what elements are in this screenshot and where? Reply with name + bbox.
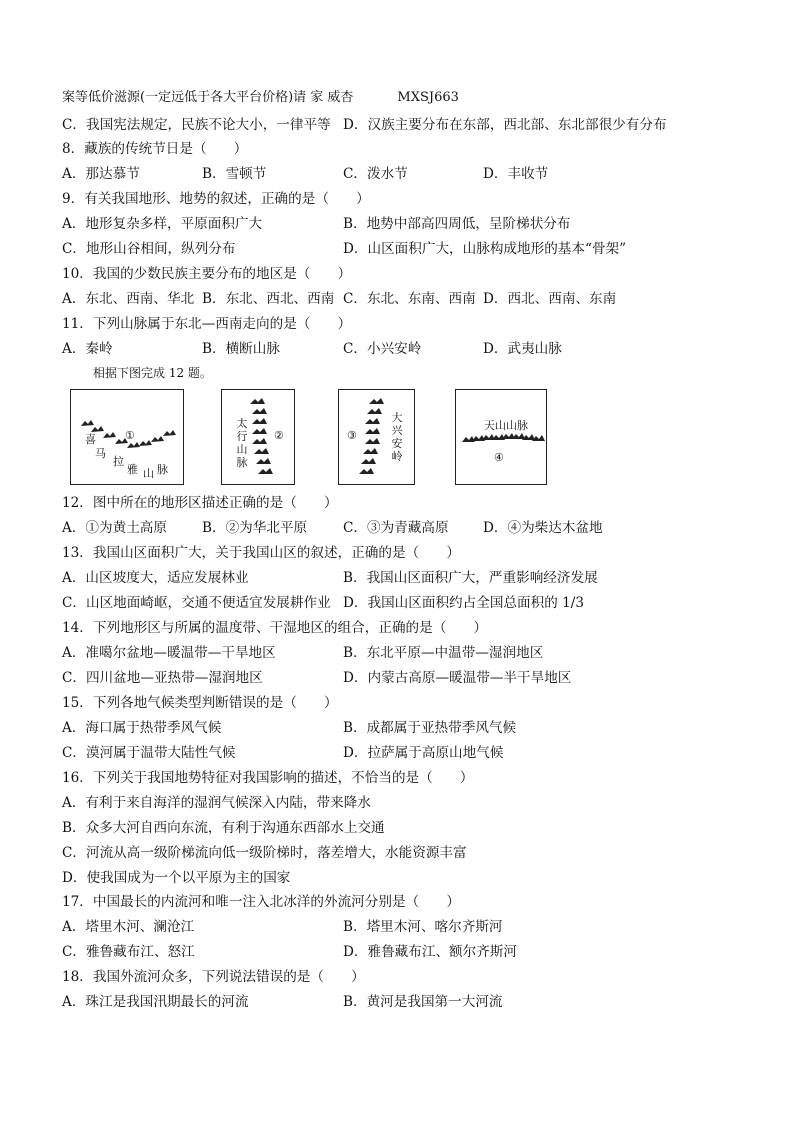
q15-option-a: A．海口属于热带季风气候 bbox=[62, 720, 222, 736]
q16-option-b: B．众多大河自西向东流，有利于沟通东西部水上交通 bbox=[62, 820, 385, 836]
q10-stem: 10．我国的少数民族主要分布的地区是（ ） bbox=[62, 266, 352, 282]
q11-option-c: C．小兴安岭 bbox=[343, 341, 422, 357]
q13-option-c: C．山区地面崎岖，交通不便适宜发展耕作业 bbox=[62, 595, 331, 611]
q7-option-c: C．我国宪法规定，民族不论大小，一律平等 bbox=[62, 117, 331, 133]
map-1-label-char: 拉 bbox=[113, 455, 124, 468]
q16-stem: 16．下列关于我国地势特征对我国影响的描述，不恰当的是（ ） bbox=[62, 770, 474, 786]
q17-option-b: B．塔里木河、喀尔齐斯河 bbox=[343, 919, 503, 935]
q8-option-c: C．泼水节 bbox=[343, 166, 408, 182]
q15-option-b: B．成都属于亚热带季风气候 bbox=[343, 720, 517, 736]
q10-option-c: C．东北、东南、西南 bbox=[343, 291, 476, 307]
q16-option-c: C．河流从高一级阶梯流向低一级阶梯时，落差增大，水能资源丰富 bbox=[62, 845, 467, 861]
map-2-label-char: 太 bbox=[236, 417, 248, 430]
map-2-label-char: 脉 bbox=[236, 456, 248, 469]
map-1-label-char: 山 bbox=[143, 467, 154, 480]
q12-stem: 12．图中所在的地形区描述正确的是（ ） bbox=[62, 495, 338, 511]
map-1-label-char: 脉 bbox=[157, 463, 168, 476]
map-3-label-char: 兴 bbox=[391, 424, 403, 437]
map-2-taihang bbox=[221, 389, 295, 485]
q13-option-b: B．我国山区面积广大，严重影响经济发展 bbox=[343, 570, 598, 586]
q9-option-d: D．山区面积广大，山脉构成地形的基本“骨架” bbox=[343, 241, 627, 257]
q13-option-a: A．山区坡度大，适应发展林业 bbox=[62, 570, 249, 586]
q8-option-d: D．丰收节 bbox=[483, 166, 549, 182]
page-header bbox=[62, 88, 459, 108]
q11-option-a: A．秦岭 bbox=[62, 341, 113, 357]
q9-stem: 9．有关我国地形、地势的叙述，正确的是（ ） bbox=[62, 191, 370, 207]
q18-stem: 18．我国外流河众多，下列说法错误的是（ ） bbox=[62, 969, 365, 985]
q14-stem: 14．下列地形区与所属的温度带、干湿地区的组合，正确的是（ ） bbox=[62, 620, 488, 636]
q13-stem: 13．我国山区面积广大，关于我国山区的叙述，正确的是（ ） bbox=[62, 545, 460, 561]
q14-option-c: C．四川盆地—亚热带—湿润地区 bbox=[62, 670, 263, 686]
q18-option-b: B．黄河是我国第一大河流 bbox=[343, 994, 503, 1010]
map-2-number: ② bbox=[274, 429, 284, 442]
map-1-number: ① bbox=[125, 429, 135, 442]
q18-option-a: A．珠江是我国汛期最长的河流 bbox=[62, 994, 249, 1010]
q14-option-a: A．准噶尔盆地—暖温带—干旱地区 bbox=[62, 645, 276, 661]
q10-option-b: B．东北、西北、西南 bbox=[202, 291, 335, 307]
map-1-label-char: 喜 bbox=[85, 433, 96, 446]
q11-option-b: B．横断山脉 bbox=[202, 341, 280, 357]
q11-stem: 11．下列山脉属于东北—西南走向的是（ ） bbox=[62, 316, 352, 332]
map-2-label-char: 行 bbox=[236, 430, 248, 443]
q10-option-a: A．东北、西南、华北 bbox=[62, 291, 195, 307]
map-3-label-char: 岭 bbox=[391, 450, 403, 463]
q17-option-d: D．雅鲁藏布江、额尔齐斯河 bbox=[343, 944, 518, 960]
map-3-label-char: 大 bbox=[391, 411, 403, 424]
q14-option-d: D．内蒙古高原—暖温带—半干旱地区 bbox=[343, 670, 572, 686]
q11-option-d: D．武夷山脉 bbox=[483, 341, 562, 357]
q14-option-b: B．东北平原—中温带—湿润地区 bbox=[343, 645, 544, 661]
q16-option-d: D．使我国成为一个以平原为主的国家 bbox=[62, 870, 291, 886]
q13-option-d: D．我国山区面积约占全国总面积的 1/3 bbox=[343, 595, 585, 611]
map-3-daxinganling bbox=[338, 389, 415, 485]
q12-option-b: B．②为华北平原 bbox=[202, 520, 308, 536]
header-text: 案等低价滋源(一定远低于各大平台价格)请 家 威杏 bbox=[62, 90, 354, 105]
q9-option-a: A．地形复杂多样，平原面积广大 bbox=[62, 216, 263, 232]
q8-option-b: B．雪顿节 bbox=[202, 166, 267, 182]
q16-option-a: A．有利于来自海洋的湿润气候深入内陆，带来降水 bbox=[62, 795, 371, 811]
map-4-number: ④ bbox=[494, 451, 504, 464]
map-3-label-char: 安 bbox=[391, 437, 403, 450]
map-1-label-char: 马 bbox=[95, 447, 106, 460]
mountain-range-4-icon bbox=[456, 390, 546, 484]
q12-option-d: D．④为柴达木盆地 bbox=[483, 520, 603, 536]
q9-option-c: C．地形山谷相间，纵列分布 bbox=[62, 241, 236, 257]
q17-option-c: C．雅鲁藏布江、怒江 bbox=[62, 944, 195, 960]
map-3-number: ③ bbox=[347, 429, 357, 442]
map-4-tianshan bbox=[455, 389, 547, 485]
q7-option-d: D．汉族主要分布在东部，西北部、东北部很少有分布 bbox=[343, 117, 667, 133]
q8-option-a: A．那达慕节 bbox=[62, 166, 140, 182]
figure-instruction: 相据下图完成 12 题。 bbox=[93, 366, 212, 380]
map-4-label: 天山山脉 bbox=[484, 419, 528, 432]
q15-stem: 15．下列各地气候类型判断错误的是（ ） bbox=[62, 695, 338, 711]
q9-option-b: B．地势中部高四周低，呈阶梯状分布 bbox=[343, 216, 571, 232]
q15-option-c: C．漠河属于温带大陆性气候 bbox=[62, 745, 236, 761]
header-code: MXSJ663 bbox=[397, 90, 459, 105]
q15-option-d: D．拉萨属于高原山地气候 bbox=[343, 745, 504, 761]
q12-option-c: C．③为青藏高原 bbox=[343, 520, 449, 536]
map-2-label-char: 山 bbox=[236, 443, 248, 456]
q17-option-a: A．塔里木河、澜沧江 bbox=[62, 919, 195, 935]
q10-option-d: D．西北、西南、东南 bbox=[483, 291, 617, 307]
map-1-label-char: 雅 bbox=[127, 463, 138, 476]
q12-option-a: A．①为黄土高原 bbox=[62, 520, 167, 536]
q17-stem: 17．中国最长的内流河和唯一注入北冰洋的外流河分别是（ ） bbox=[62, 894, 460, 910]
map-1-himalaya bbox=[70, 389, 184, 485]
q8-stem: 8．藏族的传统节日是（ ） bbox=[62, 141, 248, 157]
